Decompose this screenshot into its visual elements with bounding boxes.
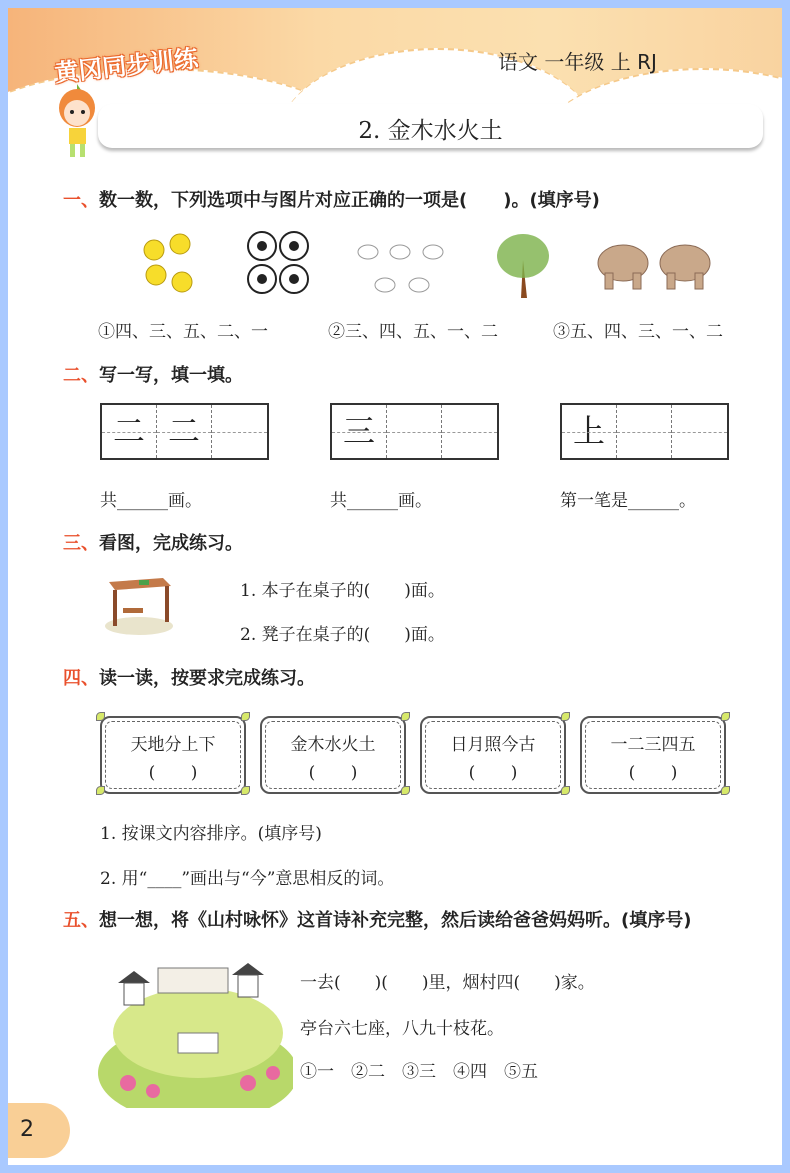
verse-card-2 [260,716,406,794]
subject-label: 语文 一年级 上 RJ [498,50,657,74]
q3-item-2: 2. 凳子在桌子的( )面。 [240,625,445,645]
grid-cell: 上 [562,405,617,458]
q1-option-2: ②三、四、五、一、二 [328,322,498,342]
verse-card-4 [580,716,726,794]
poem-line-2: 亭台六七座，八九十枝花。 [300,1019,504,1039]
q1-heading [63,186,600,212]
answer-paren[interactable]: ( ) [628,763,678,783]
q4-text: 读一读，按要求完成练习。 [99,668,315,689]
q4-number: 四、 [63,668,99,689]
q1-option-1: ①四、三、五、二、一 [98,322,268,342]
chicks-icon [136,230,196,300]
q1-number: 一、 [63,190,99,211]
q5-text: 想一想，将《山村咏怀》这首诗补充完整，然后读给爸爸妈妈听。(填序号) [99,910,692,931]
verse-text: 日月照今古 [450,735,536,755]
grid-cell [617,405,672,458]
q2-number: 二、 [63,365,99,386]
q5-number: 五、 [63,910,99,931]
leaf-icon [241,786,250,795]
q3-heading [63,529,243,555]
grid-cell: 三 [332,405,387,458]
leaf-icon [721,712,730,721]
brand-logo: 黄冈同步训练 [53,44,200,88]
leaf-icon [561,786,570,795]
q2-text: 写一写，填一填。 [99,365,243,386]
q2-blank-1[interactable]: 共______画。 [100,491,202,511]
answer-paren[interactable]: ( ) [308,763,358,783]
leaf-icon [96,786,105,795]
q3-number: 三、 [63,533,99,554]
village-illustration-icon [98,953,293,1108]
q1-option-3: ③五、四、三、一、二 [553,322,723,342]
elephants-icon [593,238,718,293]
leaf-icon [401,712,410,721]
grid-cell [442,405,497,458]
grid-cell [387,405,442,458]
writing-grid-3[interactable] [560,403,729,460]
mascot-girl-icon [55,84,100,158]
rabbits-icon [353,230,448,300]
leaf-icon [401,786,410,795]
grid-cell: 二 [102,405,157,458]
q3-text: 看图，完成练习。 [99,533,243,554]
poem-line-1: 一去( )( )里，烟村四( )家。 [300,973,595,993]
grid-cell: 二 [157,405,212,458]
q1-text: 数一数，下列选项中与图片对应正确的一项是( )。(填序号) [99,190,600,211]
q4-item-2: 2. 用“____”画出与“今”意思相反的词。 [100,869,395,889]
grid-cell [212,405,267,458]
q4-item-1: 1. 按课文内容排序。(填序号) [100,824,322,844]
leaf-icon [561,712,570,721]
verse-text: 金木水火土 [290,735,376,755]
q3-item-1: 1. 本子在桌子的( )面。 [240,581,445,601]
verse-card-3 [420,716,566,794]
workbook-page [8,8,782,1165]
lesson-title: 2. 金木水火土 [358,118,503,144]
verse-text: 一二三四五 [610,735,696,755]
willow-tree-icon [493,230,553,300]
soccer-balls-icon [246,230,312,296]
q5-options: ①一 ②二 ③三 ④四 ⑤五 [300,1062,538,1082]
verse-card-1 [100,716,246,794]
lesson-title-banner [98,104,763,148]
q2-heading [63,361,243,387]
writing-grid-1[interactable] [100,403,269,460]
page-number-tab [8,1103,70,1158]
page-number: 2 [20,1117,34,1142]
grid-cell [672,405,727,458]
q2-blank-2[interactable]: 共______画。 [330,491,432,511]
leaf-icon [96,712,105,721]
desk-stool-icon [103,570,175,636]
leaf-icon [721,786,730,795]
q2-blank-3[interactable]: 第一笔是______。 [560,491,696,511]
leaf-icon [241,712,250,721]
q4-heading [63,664,315,690]
answer-paren[interactable]: ( ) [468,763,518,783]
q5-heading [63,906,691,932]
answer-paren[interactable]: ( ) [148,763,198,783]
verse-text: 天地分上下 [130,735,216,755]
writing-grid-2[interactable] [330,403,499,460]
